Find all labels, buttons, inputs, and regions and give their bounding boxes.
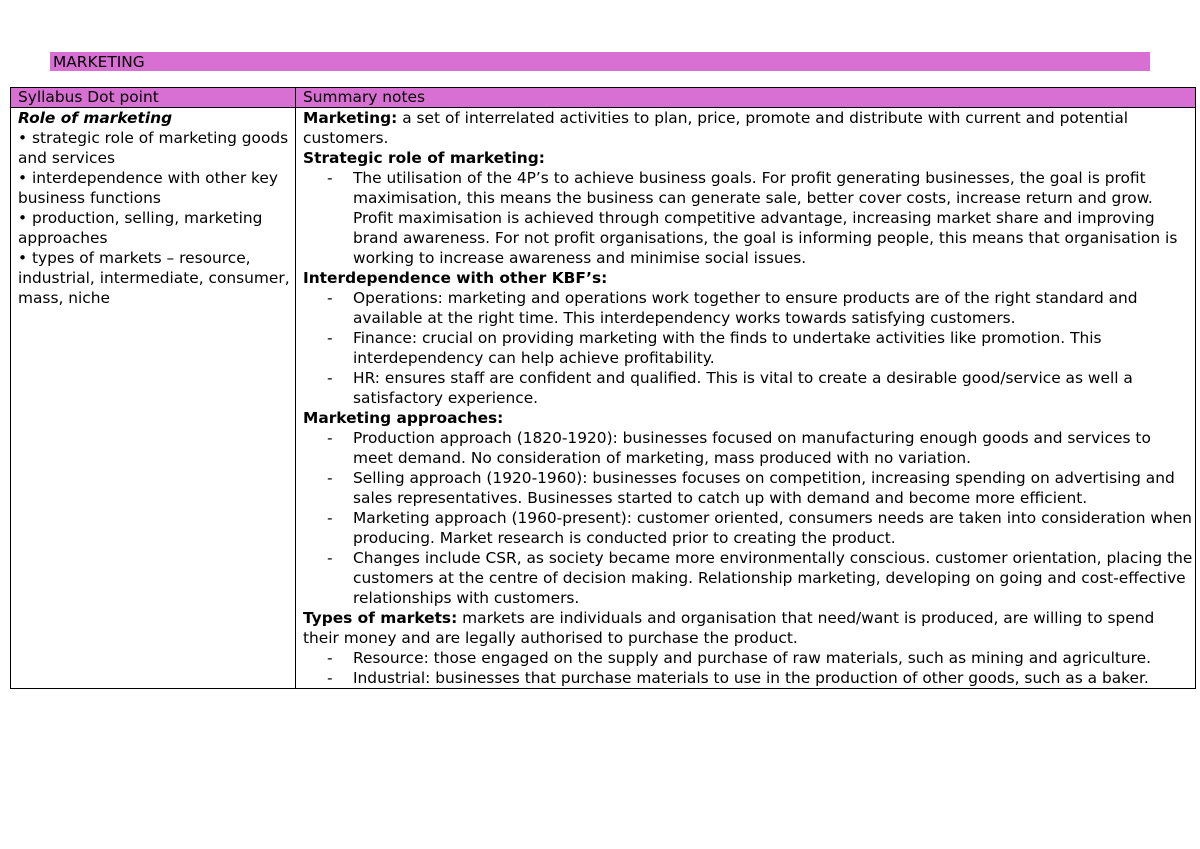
- dash-marker: -: [327, 549, 333, 567]
- syllabus-point: • strategic role of marketing goods and services: [18, 129, 289, 167]
- summary-table: [10, 87, 1196, 689]
- strategic-list: [303, 168, 1195, 268]
- marketing-definition: [303, 108, 1195, 148]
- list-item: - HR: ensures staff are confident and qualified. This is vital to create a desirable good/service as well a satisfactory experience.: [327, 369, 1133, 407]
- list-item: - Industrial: businesses that purchase materials to use in the production of other goods, such as a baker.: [327, 669, 1149, 687]
- interdependence-list: [303, 288, 1195, 408]
- dash-marker: -: [327, 649, 333, 667]
- syllabus-point: • types of markets – resource, industrial, intermediate, consumer, mass, niche: [18, 249, 290, 307]
- dash-marker: -: [327, 669, 333, 687]
- summary-cell: [296, 108, 1196, 689]
- types-definition: [303, 608, 1195, 648]
- dash-marker: -: [327, 289, 333, 307]
- types-heading: Types of markets:: [303, 609, 458, 627]
- dash-marker: -: [327, 369, 333, 387]
- list-item: - Selling approach (1920-1960): businesses focuses on competition, increasing spending on advertising and sales representatives. Businesses started to catch up with demand and become more efficient.: [327, 469, 1175, 507]
- list-item: - Finance: crucial on providing marketing with the finds to undertake activities like promotion. This interdependency can help achieve profitability.: [327, 329, 1102, 367]
- header-syllabus: Syllabus Dot point: [11, 88, 296, 108]
- header-summary: Summary notes: [296, 88, 1196, 108]
- table-header-row: [11, 88, 1196, 108]
- dash-marker: -: [327, 329, 333, 347]
- syllabus-cell: [11, 108, 296, 689]
- syllabus-title: Role of marketing: [18, 109, 173, 127]
- list-item: - The utilisation of the 4P’s to achieve business goals. For profit generating businesses, the goal is profit maximisation, this means the business can generate sale, better cover costs, increase return and grow. Profit maximisation is achieved through competitive advantage, increasing market share and improving brand awareness. For not profit organisations, the goal is informing people, this means that organisation is working to increase awareness and minimise social issues.: [327, 169, 1178, 267]
- table-row: [11, 108, 1196, 689]
- page-title-banner: MARKETING: [50, 52, 1150, 71]
- list-item: - Resource: those engaged on the supply and purchase of raw materials, such as mining and agriculture.: [327, 649, 1151, 667]
- dash-marker: -: [327, 429, 333, 447]
- list-item: - Operations: marketing and operations work together to ensure products are of the right standard and available at the right time. This interdependency works towards satisfying customers.: [327, 289, 1138, 327]
- interdependence-heading: Interdependence with other KBF’s:: [303, 269, 608, 287]
- marketing-text: a set of interrelated activities to plan, price, promote and distribute with current and potential customers.: [303, 109, 1129, 147]
- marketing-heading: Marketing:: [303, 109, 398, 127]
- dash-marker: -: [327, 469, 333, 487]
- syllabus-point: • interdependence with other key business functions: [18, 169, 278, 207]
- syllabus-point: • production, selling, marketing approaches: [18, 209, 263, 247]
- strategic-heading: Strategic role of marketing:: [303, 149, 545, 167]
- dash-marker: -: [327, 509, 333, 527]
- types-list: [303, 648, 1195, 688]
- dash-marker: -: [327, 169, 333, 187]
- approaches-heading: Marketing approaches:: [303, 409, 504, 427]
- approaches-list: [303, 428, 1195, 608]
- types-text: markets are individuals and organisation that need/want is produced, are willing to spend their money and are legally authorised to purchase the product.: [303, 609, 1155, 647]
- list-item: - Changes include CSR, as society became more environmentally conscious. customer orientation, placing the customers at the centre of decision making. Relationship marketing, developing on going and cost-effective relationships with customers.: [327, 549, 1193, 607]
- list-item: - Marketing approach (1960-present): customer oriented, consumers needs are taken into consideration when producing. Market research is conducted prior to creating the product.: [327, 509, 1192, 547]
- list-item: - Production approach (1820-1920): businesses focused on manufacturing enough goods and services to meet demand. No consideration of marketing, mass produced with no variation.: [327, 429, 1151, 467]
